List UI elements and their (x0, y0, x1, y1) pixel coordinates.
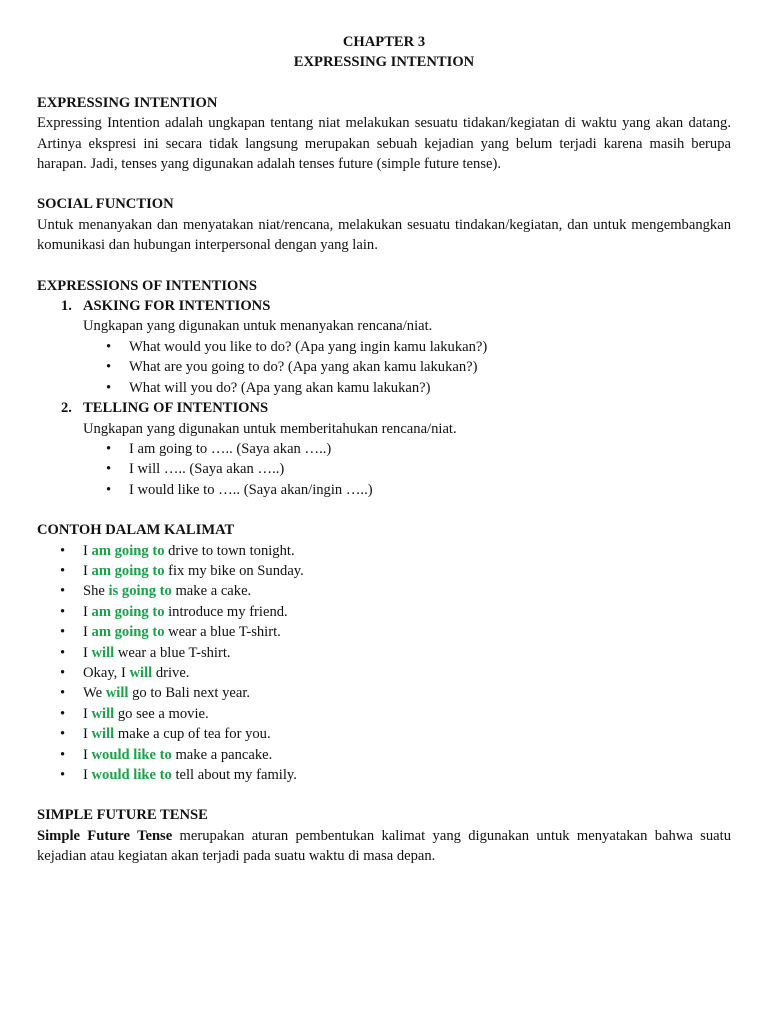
example-sentence (37, 561, 731, 581)
sentence-rest: drive to town tonight. (164, 542, 295, 559)
intention-phrase: will (91, 726, 115, 743)
intention-phrase: is going to (108, 583, 172, 600)
sentence-rest: go to Bali next year. (128, 685, 251, 702)
bullet-icon: • (60, 603, 66, 620)
expression-number: 1. (61, 298, 72, 315)
bullet-icon: • (106, 359, 112, 376)
expression-text: What will you do? (Apa yang akan kamu lakukan?) (129, 379, 431, 396)
sentence-subject: I (83, 767, 92, 783)
simple-future-paragraph (37, 826, 731, 867)
page-title: EXPRESSING INTENTION (293, 54, 475, 71)
expression-text: What would you like to do? (Apa yang ingin kamu lakukan?) (129, 338, 488, 355)
intro-paragraph: Expressing Intention adalah ungkapan tentang niat melakukan sesuatu tidakan/kegiatan di waktu yang akan datang. Artinya ekspresi ini secara tidak langsung merupakan sebuah kejadian yang belum terjadi karena masih berupa harapan. Jadi, tenses yang digunakan adalah tenses future (simple future tense). (37, 115, 731, 173)
sentence-rest: introduce my friend. (164, 603, 288, 620)
list-item (83, 378, 731, 398)
intention-phrase: will (91, 705, 115, 722)
intention-phrase: am going to (91, 542, 165, 559)
expression-number: 2. (61, 400, 72, 417)
intention-phrase: am going to (91, 603, 165, 620)
bullet-icon: • (60, 624, 66, 641)
example-sentence (37, 704, 731, 724)
list-item (83, 337, 731, 357)
expressions-heading: EXPRESSIONS OF INTENTIONS (37, 277, 258, 294)
bullet-icon: • (60, 767, 66, 783)
expression-text: What are you going to do? (Apa yang akan kamu lakukan?) (129, 359, 478, 376)
expression-title: TELLING OF INTENTIONS (83, 400, 269, 417)
sentence-subject: I (83, 746, 92, 763)
bullet-icon: • (60, 746, 66, 763)
sentence-rest: wear a blue T-shirt. (164, 624, 281, 641)
bullet-icon: • (106, 440, 112, 457)
list-item (83, 459, 731, 479)
example-sentence (37, 643, 731, 663)
sentence-subject: She (83, 583, 109, 600)
example-sentence (37, 581, 731, 601)
list-item (83, 439, 731, 459)
expression-description: Ungkapan yang digunakan untuk memberitahukan rencana/niat. (83, 420, 457, 437)
expression-text: I would like to ….. (Saya akan/ingin …..) (129, 481, 373, 498)
intention-phrase: will (129, 664, 153, 681)
example-sentence (37, 765, 731, 785)
example-sentence (37, 663, 731, 683)
social-function-paragraph: Untuk menanyakan dan menyatakan niat/rencana, melakukan sesuatu tindakan/kegiatan, dan untuk mengembangkan komunikasi dan hubungan interpersonal dengan yang lain. (37, 216, 731, 254)
sentence-subject: I (83, 562, 92, 579)
sentence-rest: make a cup of tea for you. (114, 726, 271, 743)
intention-phrase: will (105, 685, 129, 702)
expression-text: I am going to ….. (Saya akan …..) (129, 440, 332, 457)
simple-future-term: Simple Future Tense (37, 827, 173, 844)
sentence-subject: I (83, 705, 92, 722)
expression-description: Ungkapan yang digunakan untuk menanyakan rencana/niat. (83, 318, 433, 335)
example-sentence-list (37, 541, 731, 786)
example-sentence (37, 541, 731, 561)
examples-heading: CONTOH DALAM KALIMAT (37, 522, 235, 539)
social-function-heading: SOCIAL FUNCTION (37, 196, 174, 213)
example-sentence (37, 724, 731, 744)
example-sentence (37, 622, 731, 642)
expression-text: I will ….. (Saya akan …..) (129, 461, 285, 478)
bullet-icon: • (60, 542, 66, 559)
bullet-icon: • (60, 685, 66, 702)
sentence-subject: I (83, 644, 92, 661)
bullet-icon: • (106, 338, 112, 355)
intention-phrase: would like to (91, 767, 172, 783)
expression-item-telling (37, 398, 731, 500)
simple-future-text: merupakan aturan pembentukan kalimat yang digunakan untuk menyatakan bahwa suatu kejadian atau kegiatan akan terjadi pada suatu waktu di masa depan. (37, 827, 731, 865)
bullet-icon: • (60, 726, 66, 743)
expressions-list (37, 296, 731, 500)
sentence-rest: go see a movie. (114, 705, 209, 722)
sentence-rest: make a pancake. (171, 746, 273, 763)
chapter-label: CHAPTER 3 (342, 34, 426, 50)
intention-phrase: am going to (91, 562, 165, 579)
expression-title: ASKING FOR INTENTIONS (83, 298, 271, 315)
sentence-subject: Okay, I (83, 664, 130, 681)
sentence-subject: I (83, 726, 92, 743)
expression-item-asking (37, 296, 731, 398)
sentence-rest: make a cake. (171, 583, 252, 600)
example-sentence (37, 683, 731, 703)
sentence-subject: We (83, 685, 106, 702)
simple-future-heading: SIMPLE FUTURE TENSE (37, 807, 208, 824)
sentence-subject: I (83, 603, 92, 620)
list-item (83, 357, 731, 377)
bullet-icon: • (106, 379, 112, 396)
bullet-icon: • (60, 562, 66, 579)
sentence-subject: I (83, 624, 92, 641)
bullet-icon: • (60, 705, 66, 722)
sentence-subject: I (83, 542, 92, 559)
sentence-rest: fix my bike on Sunday. (164, 562, 304, 579)
example-sentence (37, 602, 731, 622)
example-sentence (37, 745, 731, 765)
intro-heading: EXPRESSING INTENTION (37, 94, 218, 111)
list-item (83, 480, 731, 500)
expression-bullet-list (83, 439, 731, 500)
expression-bullet-list (83, 337, 731, 398)
bullet-icon: • (60, 664, 66, 681)
intention-phrase: will (91, 644, 115, 661)
bullet-icon: • (106, 461, 112, 478)
sentence-rest: drive. (152, 664, 190, 681)
sentence-rest: tell about my family. (171, 767, 297, 783)
intention-phrase: am going to (91, 624, 165, 641)
bullet-icon: • (60, 583, 66, 600)
intention-phrase: would like to (91, 746, 172, 763)
sentence-rest: wear a blue T-shirt. (114, 644, 231, 661)
bullet-icon: • (60, 644, 66, 661)
bullet-icon: • (106, 481, 112, 498)
